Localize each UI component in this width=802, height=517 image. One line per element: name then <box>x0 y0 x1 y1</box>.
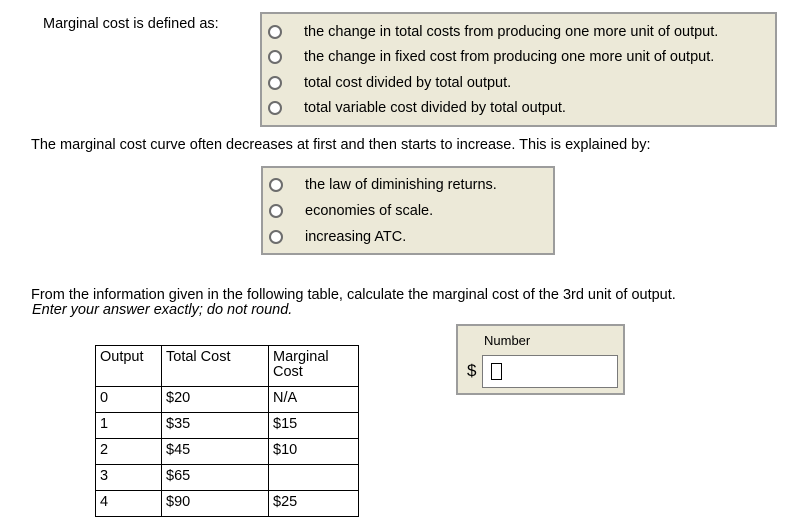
cell-total-cost: $35 <box>162 413 269 439</box>
cell-marginal-cost: $10 <box>269 439 359 465</box>
header-marginal-cost <box>269 346 359 387</box>
q1-option-2-label: the change in fixed cost from producing one more unit of output. <box>304 49 715 65</box>
radio-icon[interactable] <box>269 204 283 218</box>
question2-choices <box>261 166 555 255</box>
text-cursor-icon <box>491 363 502 380</box>
table-row <box>96 465 359 491</box>
question1-choices <box>260 12 777 127</box>
header-total-cost: Total Cost <box>162 346 269 387</box>
table-row <box>96 413 359 439</box>
header-marginal-line2: Cost <box>273 364 303 380</box>
q1-option-1-label: the change in total costs from producing one more unit of output. <box>304 24 719 40</box>
q1-option-1[interactable] <box>268 19 718 45</box>
cell-total-cost: $90 <box>162 491 269 517</box>
q1-option-3-label: total cost divided by total output. <box>304 75 512 91</box>
cost-table <box>95 345 359 517</box>
table-row <box>96 387 359 413</box>
question3-instruction: Enter your answer exactly; do not round. <box>32 302 293 318</box>
cell-marginal-cost: N/A <box>269 387 359 413</box>
answer-panel <box>456 324 625 395</box>
q1-option-4[interactable] <box>268 95 566 121</box>
question3-prompt: From the information given in the following table, calculate the marginal cost of the 3rd unit of output. <box>31 287 676 303</box>
q2-option-1-label: the law of diminishing returns. <box>305 177 497 193</box>
radio-icon[interactable] <box>269 178 283 192</box>
cell-total-cost: $20 <box>162 387 269 413</box>
q2-option-3[interactable] <box>269 224 406 250</box>
answer-label: Number <box>484 333 531 348</box>
header-output: Output <box>96 346 162 387</box>
q1-option-3[interactable] <box>268 70 511 96</box>
radio-icon[interactable] <box>269 230 283 244</box>
cell-output: 3 <box>96 465 162 491</box>
question2-prompt: The marginal cost curve often decreases at first and then starts to increase. This is explained by: <box>31 137 651 153</box>
radio-icon[interactable] <box>268 50 282 64</box>
cell-marginal-cost: $25 <box>269 491 359 517</box>
radio-icon[interactable] <box>268 101 282 115</box>
cell-total-cost: $65 <box>162 465 269 491</box>
q2-option-3-label: increasing ATC. <box>305 229 407 245</box>
currency-symbol: $ <box>467 361 477 380</box>
table-row <box>96 491 359 517</box>
radio-icon[interactable] <box>268 25 282 39</box>
q2-option-2[interactable] <box>269 198 433 224</box>
cell-output: 4 <box>96 491 162 517</box>
cell-output: 1 <box>96 413 162 439</box>
q2-option-1[interactable] <box>269 172 497 198</box>
cell-marginal-cost <box>269 465 359 491</box>
cell-marginal-cost: $15 <box>269 413 359 439</box>
q1-option-2[interactable] <box>268 44 714 70</box>
cell-output: 2 <box>96 439 162 465</box>
answer-input[interactable] <box>482 355 618 388</box>
cell-total-cost: $45 <box>162 439 269 465</box>
question1-prompt: Marginal cost is defined as: <box>43 16 219 32</box>
q2-option-2-label: economies of scale. <box>305 203 434 219</box>
table-row <box>96 439 359 465</box>
table-header-row <box>96 346 359 387</box>
radio-icon[interactable] <box>268 76 282 90</box>
header-marginal-line1: Marginal <box>273 349 329 365</box>
cell-output: 0 <box>96 387 162 413</box>
q1-option-4-label: total variable cost divided by total output. <box>304 100 566 116</box>
